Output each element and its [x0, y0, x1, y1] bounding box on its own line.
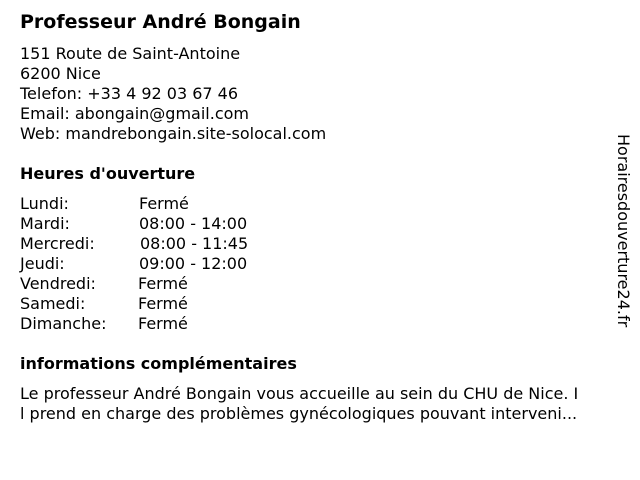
day-hours: 09:00 - 12:00	[139, 254, 248, 273]
day-hours: Fermé	[138, 274, 188, 293]
description	[20, 384, 630, 424]
day-label: Jeudi:	[20, 254, 65, 273]
day-hours: 08:00 - 11:45	[140, 234, 249, 253]
contact-block	[20, 44, 326, 144]
address-city: 6200 Nice	[20, 64, 101, 83]
hours-row-sunday	[20, 314, 320, 334]
hours-row-saturday	[20, 294, 320, 314]
day-label: Mardi:	[20, 214, 70, 233]
day-hours: Fermé	[139, 194, 189, 213]
day-label: Lundi:	[20, 194, 69, 213]
page-title: Professeur André Bongain	[20, 11, 301, 33]
hours-table	[20, 194, 320, 334]
watermark	[613, 134, 633, 344]
hours-row-thursday	[20, 254, 320, 274]
day-hours: Fermé	[138, 294, 188, 313]
hours-row-tuesday	[20, 214, 320, 234]
email-line: Email: abongain@gmail.com	[20, 104, 249, 123]
watermark-text: Horairesdouverture24.fr	[614, 134, 633, 328]
day-label: Dimanche:	[20, 314, 107, 333]
day-hours: Fermé	[138, 314, 188, 333]
day-label: Mercredi:	[20, 234, 95, 253]
address-street: 151 Route de Saint-Antoine	[20, 44, 241, 63]
description-line: l prend en charge des problèmes gynécologiques pouvant interveni...	[20, 404, 578, 423]
description-line: Le professeur André Bongain vous accueille au sein du CHU de Nice. I	[20, 384, 579, 403]
hours-row-wednesday	[20, 234, 320, 254]
hours-row-friday	[20, 274, 320, 294]
day-label: Vendredi:	[20, 274, 96, 293]
day-hours: 08:00 - 14:00	[139, 214, 248, 233]
web-line: Web: mandrebongain.site-solocal.com	[20, 124, 327, 143]
hours-heading: Heures d'ouverture	[20, 164, 196, 183]
day-label: Samedi:	[20, 294, 86, 313]
hours-row-monday	[20, 194, 320, 214]
phone-line: Telefon: +33 4 92 03 67 46	[20, 84, 239, 103]
info-heading: informations complémentaires	[20, 354, 297, 373]
